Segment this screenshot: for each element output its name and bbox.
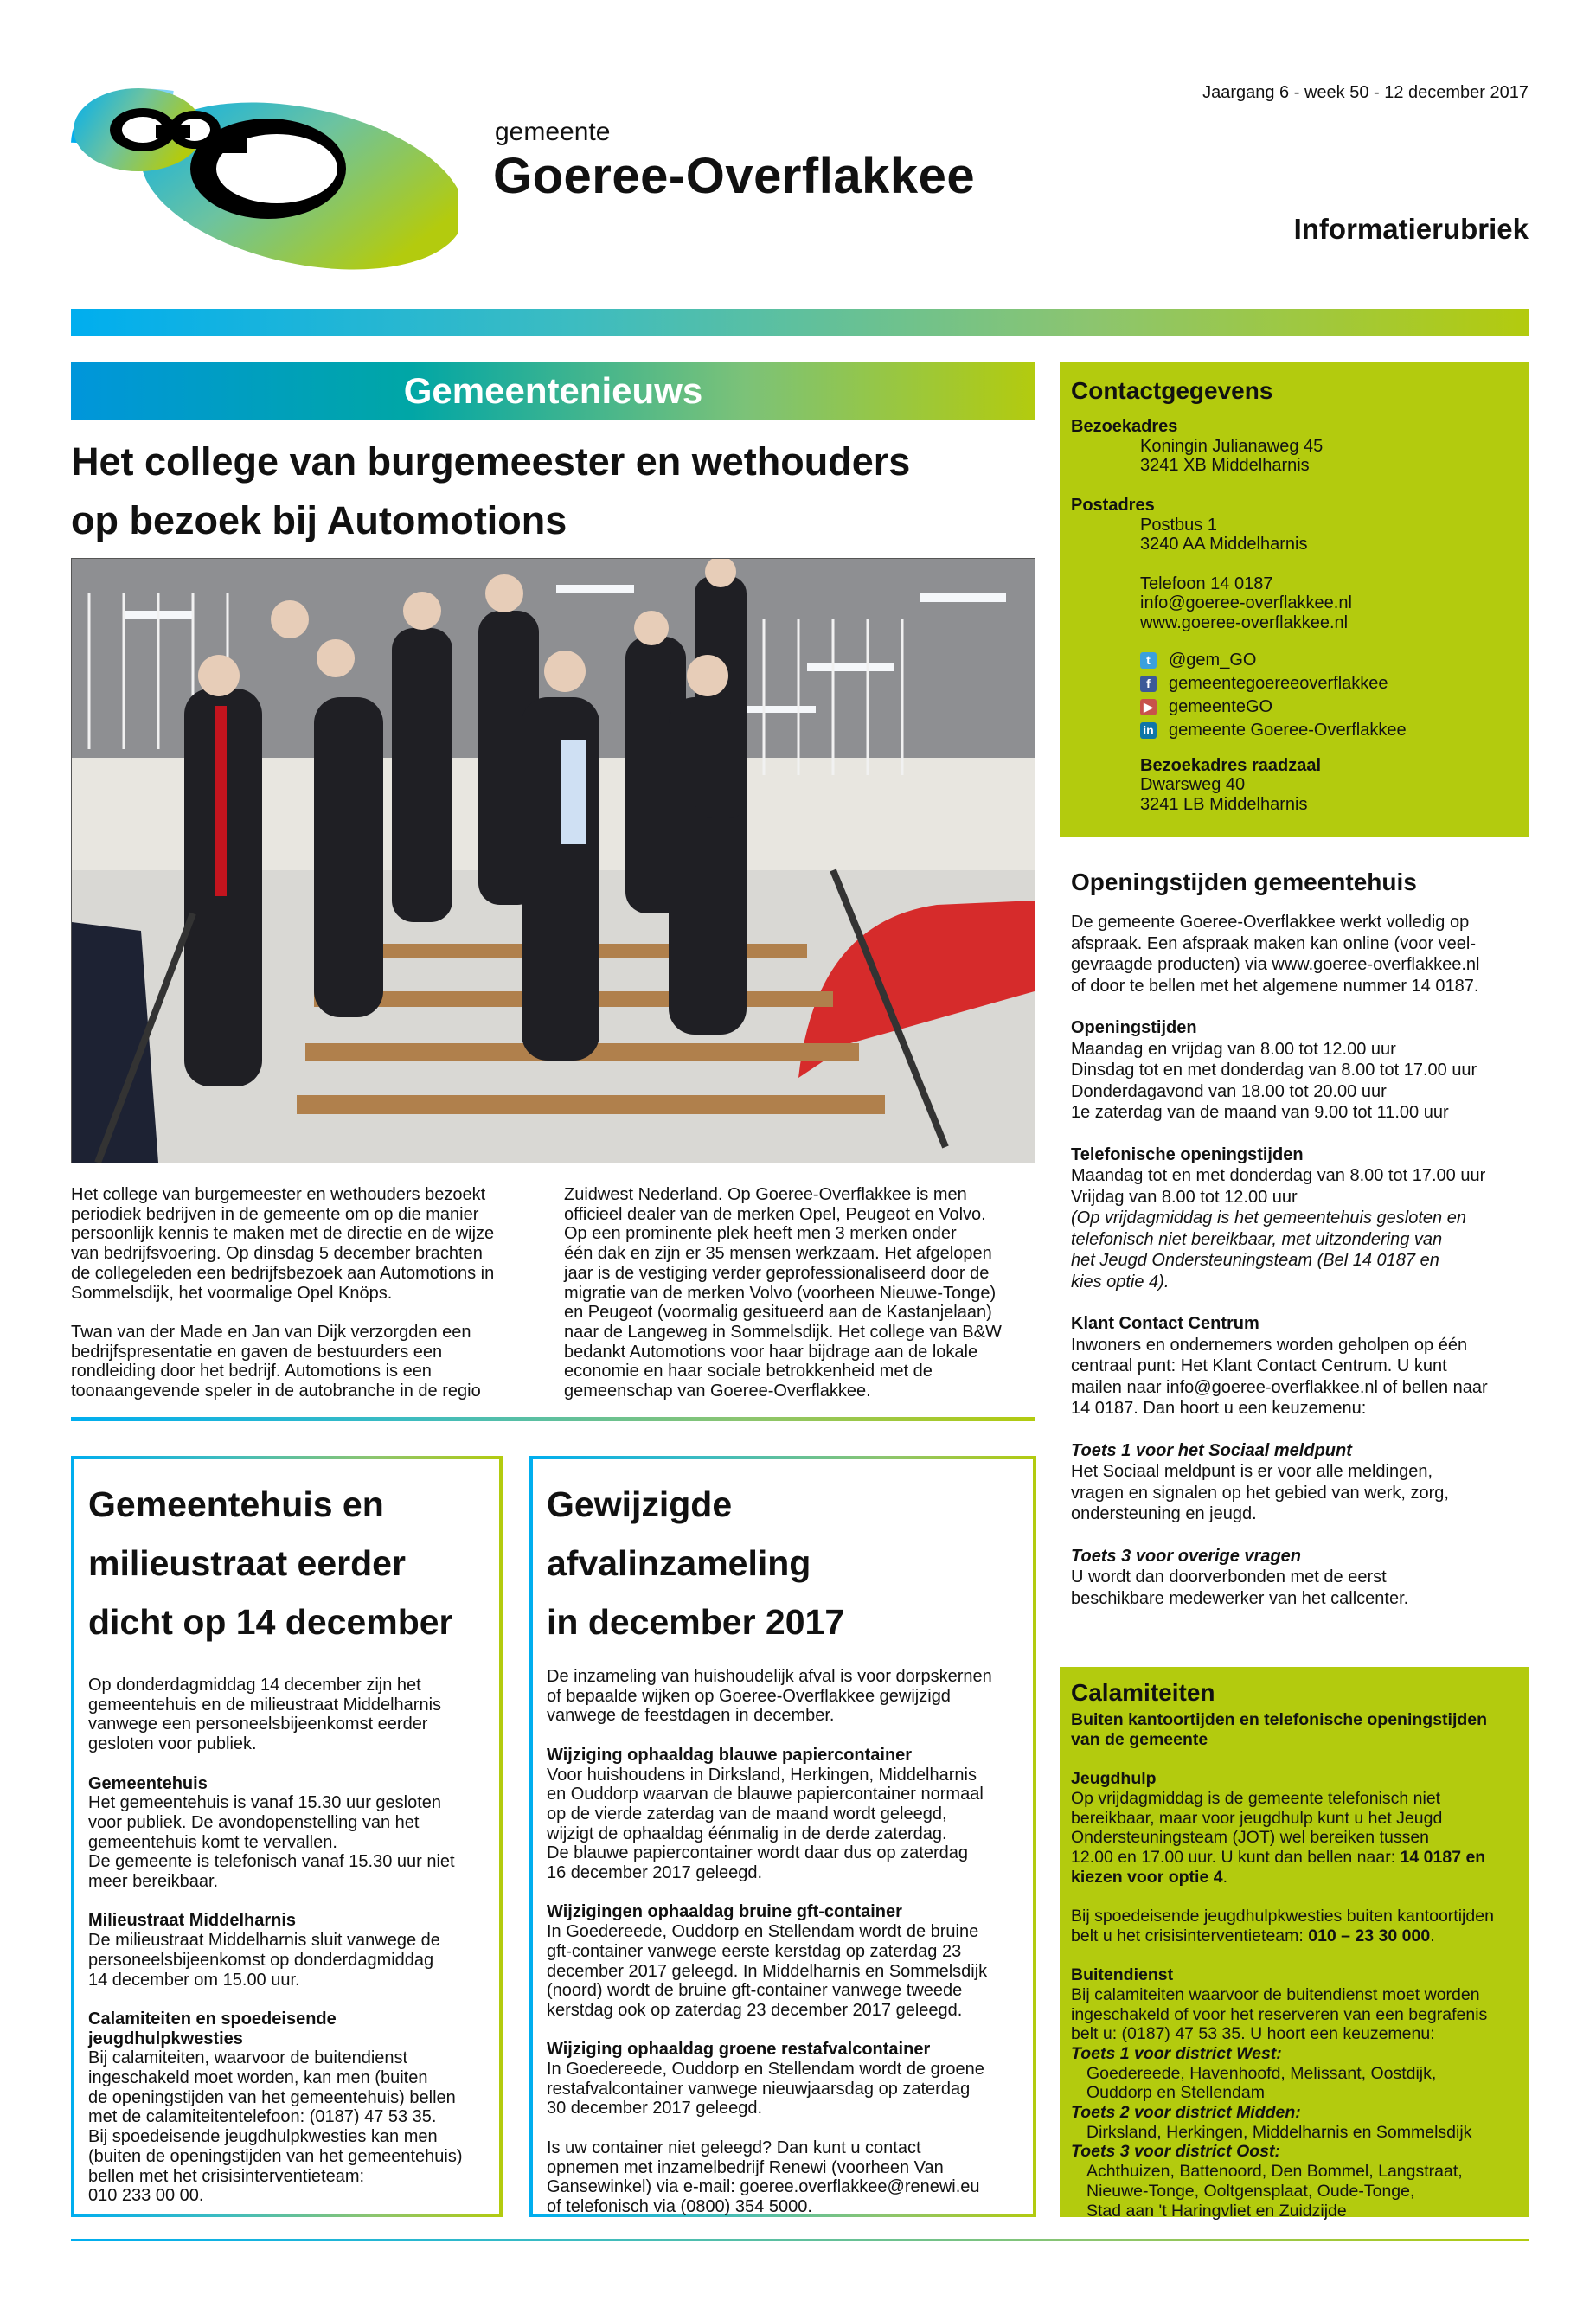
- notice-intro: Op donderdagmiddag 14 december zijn het gemeentehuis en de milieustraat Middelharnis vanwege een personeelsbijeenkomst eerder gesloten voor publiek.: [88, 1676, 442, 1754]
- notice-subheading: Milieustraat Middelharnis: [88, 1911, 297, 1931]
- notice-text: In Goedereede, Ouddorp en Stellendam wordt de bruine gft-container vanwege eerste kerstdag op zaterdag 23 december 2017 geleegd. In Middelharnis en Sommelsdijk (noord) wordt de bruine gft-container vanwege tweede kerstdag ook op zaterdag 23 december 2017 geleegd.: [547, 1922, 988, 2020]
- post-label: Postadres: [1071, 495, 1155, 515]
- calamities-subtitle: Buiten kantoortijden en telefonische openingstijden van de gemeente: [1071, 1710, 1488, 1749]
- logo-icon: [61, 82, 458, 272]
- calamities-subheading: Jeugdhulp: [1071, 1769, 1157, 1789]
- social-label: gemeenteGO: [1169, 696, 1273, 716]
- notice-text: Bij calamiteiten, waarvoor de buitendienst ingeschakeld moet worden, kan men (buiten de openingstijden van het gemeentehuis) bellen met de calamiteitentelefoon: (0187) 47 53 35. Bij spoedeisende jeugdhulpkwesties kan men (buiten de openingstijden van het gemeentehuis) bellen met het crisisinterventieteam: 010 233 00 00.: [88, 2048, 463, 2206]
- article-photo: [71, 558, 1035, 1163]
- opening-subheading: Openingstijden: [1071, 1018, 1197, 1037]
- district-places: Dirksland, Herkingen, Middelharnis en Sommelsdijk: [1086, 2122, 1472, 2142]
- opening-hours-list: Maandag en vrijdag van 8.00 tot 12.00 uur Dinsdag tot en met donderdag van 8.00 tot 17.00 uur Donderdagavond van 18.00 tot 20.00 uur 1e zaterdag van de maand van 9.00 tot 11.00 uur: [1071, 1039, 1477, 1122]
- notice-subheading: Wijziging ophaaldag blauwe papiercontainer: [547, 1745, 913, 1765]
- social-label: @gem_GO: [1169, 650, 1257, 670]
- notice-title: Gemeentehuis en milieustraat eerder dicht op 14 december: [88, 1484, 453, 1642]
- opening-hours: [1071, 865, 1529, 1609]
- notice-text: In Goedereede, Ouddorp en Stellendam wordt de groene restafvalcontainer vanwege nieuwjaarsdag op zaterdag 30 december 2017 geleegd.: [547, 2060, 984, 2118]
- calamities-title: Calamiteiten: [1071, 1679, 1215, 1706]
- opening-subheading: Klant Contact Centrum: [1071, 1314, 1259, 1333]
- facebook-icon: f: [1140, 676, 1157, 692]
- brand-name: Goeree-Overflakkee: [493, 148, 976, 204]
- visit-address: Koningin Julianaweg 45 3241 XB Middelharnis: [1140, 436, 1324, 476]
- menu-option-text: U wordt dan doorverbonden met de eerst beschikbare medewerker van het callcenter.: [1071, 1567, 1409, 1608]
- contact-title: Contactgegevens: [1071, 377, 1273, 404]
- district-places: Achthuizen, Battenoord, Den Bommel, Langstraat, Nieuwe-Tonge, Ooltgensplaat, Oude-Tonge, Stad aan 't Haringvliet en Zuidzijde: [1086, 2162, 1463, 2221]
- calamities-subheading: Buitendienst: [1071, 1965, 1174, 1985]
- notice-title: Gewijzigde afvalinzameling in december 2017: [547, 1484, 845, 1642]
- notice-subheading: Wijziging ophaaldag groene restafvalcontainer: [547, 2040, 931, 2060]
- opening-subheading: Telefonische openingstijden: [1071, 1144, 1304, 1164]
- group-photo-image: [72, 559, 1035, 1163]
- text: .: [1430, 1926, 1435, 1945]
- article-column-2: Zuidwest Nederland. Op Goeree-Overflakkee is men officieel dealer van de merken Opel, Peugeot en Volvo. Op een prominente plek heeft men 3 merken onder één dak en zijn er 35 mensen werkzaam. Het afgelopen jaar is de vestiging verder geprofessionaliseerd door de migratie van de merken Volvo (voorheen Nieuwe-Tonge) en Peugeot (voormalig gesitueerd aan de Kastanjelaan) naar de Langeweg in Sommelsdijk. Het college van B&W bedankt Automotions voor haar bijdrage aan de lokale economie en haar sociale betrokkenheid met de gemeenschap van Goeree-Overflakkee.: [564, 1185, 1002, 1401]
- social-label: gemeentegoereeoverflakkee: [1169, 673, 1388, 693]
- notice-box-closing: [71, 1456, 503, 2217]
- opening-intro: De gemeente Goeree-Overflakkee werkt volledig op afspraak. Een afspraak maken kan online (voor veel- gevraagde producten) via www.goeree-overflakkee.nl of door te bellen met het algemene nummer 14 0187.: [1071, 913, 1480, 996]
- phone-hours-list: Maandag tot en met donderdag van 8.00 tot 17.00 uur Vrijdag van 8.00 tot 12.00 uur: [1071, 1166, 1486, 1207]
- raadzaal-label: Bezoekadres raadzaal: [1140, 755, 1322, 775]
- notice-subheading: Calamiteiten en spoedeisende jeugdhulpkwesties: [88, 2009, 337, 2048]
- raadzaal-address: Dwarsweg 40 3241 LB Middelharnis: [1140, 775, 1308, 815]
- kcc-text: Inwoners en ondernemers worden geholpen op één centraal punt: Het Klant Contact Centrum. U kunt mailen naar info@goeree-overflakkee.nl of bellen naar 14 0187. Dan hoort u een keuzemenu:: [1071, 1335, 1488, 1418]
- article-paragraph: Twan van der Made en Jan van Dijk verzorgden een bedrijfspresentatie en gaven de bestuurders een rondleiding door het bedrijf. Automotions is een toonaangevende speler in de autobranche in de regio: [71, 1322, 481, 1401]
- notice-text: Het gemeentehuis is vanaf 15.30 uur gesloten voor publiek. De avondopenstelling van het gemeentehuis komt te vervallen. De gemeente is telefonisch vanaf 15.30 uur niet meer bereikbaar.: [88, 1793, 455, 1892]
- notice-text: De milieustraat Middelharnis sluit vanwege de personeelsbijeenkomst op donderdagmiddag 14 december om 15.00 uur.: [88, 1931, 440, 1990]
- menu-option: Toets 1 voor het Sociaal meldpunt: [1071, 1440, 1352, 1460]
- notice-subheading: Gemeentehuis: [88, 1773, 208, 1793]
- gradient-bar: [71, 309, 1529, 336]
- phone-number: Telefoon 14 0187: [1140, 574, 1273, 593]
- district-option: Toets 2 voor district Midden:: [1071, 2103, 1301, 2123]
- article-paragraph: Het college van burgemeester en wethouders bezoekt periodiek bedrijven in de gemeente om op die manier persoonlijk kennis te maken met de directie en de wijze van bedrijfsvoering. Op dinsdag 5 december brachten de collegeleden een bedrijfsbezoek aan Automotions in Sommelsdijk, het voormalige Opel Knöps.: [71, 1185, 495, 1303]
- social-youtube[interactable]: [1140, 695, 1517, 719]
- phone-hours-note: (Op vrijdagmiddag is het gemeentehuis gesloten en telefonisch niet bereikbaar, met uitzondering van het Jeugd Ondersteuningsteam (Bel 14 0187 en kies optie 4).: [1071, 1208, 1466, 1292]
- menu-option: Toets 3 voor overige vragen: [1071, 1546, 1302, 1566]
- brand-gemeente: gemeente: [495, 118, 611, 146]
- district-option: Toets 3 voor district Oost:: [1071, 2142, 1280, 2162]
- article-column-1: [71, 1185, 538, 1401]
- phone-highlight: 14 0187 en kiezen voor optie 4: [1071, 1847, 1486, 1887]
- calamities-text: [1071, 1907, 1517, 1945]
- youtube-icon: ▶: [1140, 699, 1157, 715]
- visit-label: Bezoekadres: [1071, 417, 1178, 436]
- menu-option-text: Het Sociaal meldpunt is er voor alle meldingen, vragen en signalen op het gebied van werk, zorg, ondersteuning en jeugd.: [1071, 1462, 1449, 1523]
- notice-intro: De inzameling van huishoudelijk afval is voor dorpskernen of bepaalde wijken op Goeree-Overflakkee gewijzigd vanwege de feestdagen in december.: [547, 1667, 992, 1726]
- twitter-icon: t: [1140, 652, 1157, 669]
- district-places: Goedereede, Havenhoofd, Melissant, Oostdijk, Ouddorp en Stellendam: [1086, 2063, 1437, 2103]
- district-option: Toets 1 voor district West:: [1071, 2043, 1282, 2063]
- social-twitter[interactable]: [1140, 649, 1517, 672]
- post-address: Postbus 1 3240 AA Middelharnis: [1140, 515, 1308, 554]
- phone-highlight: 010 – 23 30 000: [1308, 1926, 1431, 1945]
- linkedin-icon: in: [1140, 722, 1157, 739]
- text: Op vrijdagmiddag is de gemeente telefonisch niet bereikbaar, maar voor jeugdhulp kunt u het Jeugd Ondersteuningsteam (JOT) wel bereiken tussen 12.00 en 17.00 uur. U kunt dan bellen naar:: [1071, 1788, 1443, 1867]
- text: Bij spoedeisende jeugdhulpkwesties buiten kantoortijden belt u het crisisinterventieteam:: [1071, 1907, 1494, 1945]
- email-link[interactable]: info@goeree-overflakkee.nl: [1140, 593, 1352, 613]
- opening-title: Openingstijden gemeentehuis: [1071, 868, 1417, 895]
- social-linkedin[interactable]: [1140, 719, 1517, 742]
- section-banner: Gemeentenieuws: [71, 362, 1035, 420]
- issue-date: Jaargang 6 - week 50 - 12 december 2017: [1202, 83, 1529, 102]
- calamities-box: [1060, 1667, 1529, 2221]
- rubriek-title: Informatierubriek: [1293, 213, 1529, 245]
- notice-text: Is uw container niet geleegd? Dan kunt u contact opnemen met inzamelbedrijf Renewi (voorheen Van Gansewinkel) via e-mail: goeree.overflakkee@renewi.eu of telefonisch via (0800) 354 5000.: [547, 2138, 980, 2216]
- social-facebook[interactable]: [1140, 672, 1517, 695]
- article-headline: Het college van burgemeester en wethouders op bezoek bij Automotions: [71, 439, 911, 542]
- website-link[interactable]: www.goeree-overflakkee.nl: [1140, 613, 1349, 632]
- bottom-divider: [71, 2239, 1529, 2241]
- logo: [61, 82, 458, 272]
- notice-box-waste: [529, 1456, 1036, 2217]
- social-label: gemeente Goeree-Overflakkee: [1169, 720, 1407, 740]
- text: .: [1222, 1867, 1227, 1887]
- calamities-text: Bij calamiteiten waarvoor de buitendienst moet worden ingeschakeld of voor het reserveren van een begrafenis belt u: (0187) 47 53 35. U hoort een keuzemenu:: [1071, 1984, 1488, 2044]
- notice-text: Voor huishoudens in Dirksland, Herkingen, Middelharnis en Ouddorp waarvan de blauwe papiercontainer normaal op de vierde zaterdag van de maand wordt geleegd, wijzigt de ophaaldag éénmalig in de derde zaterdag. De blauwe papiercontainer wordt daar dus op zaterdag 16 december 2017 geleegd.: [547, 1765, 984, 1883]
- divider: [71, 1417, 1035, 1421]
- calamities-text: [1071, 1789, 1517, 1888]
- notice-subheading: Wijzigingen ophaaldag bruine gft-container: [547, 1902, 902, 1922]
- contact-box: [1060, 362, 1529, 837]
